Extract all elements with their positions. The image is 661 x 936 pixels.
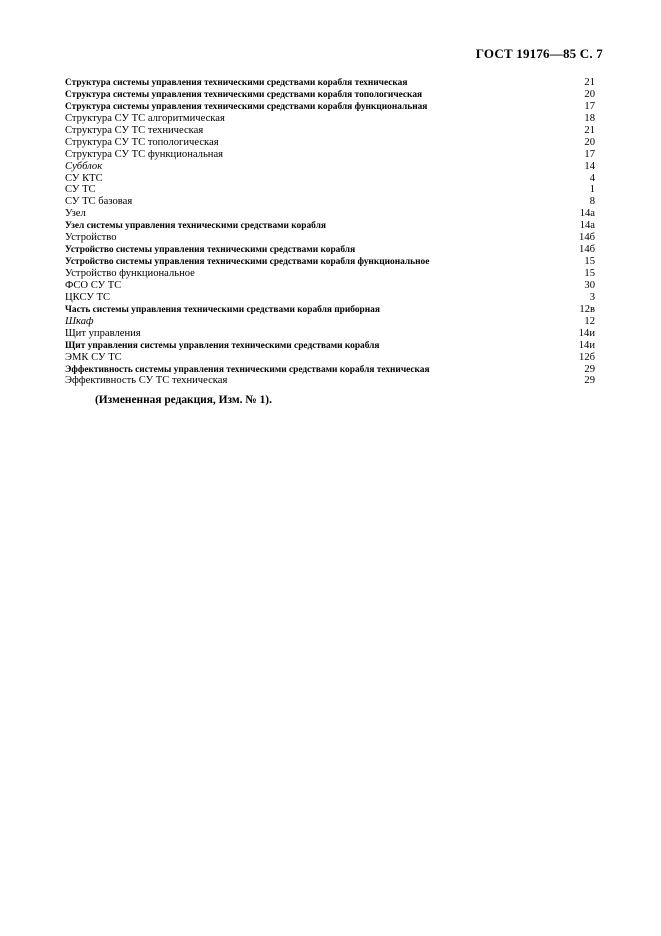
index-page-number: 21 <box>584 124 595 136</box>
index-entry <box>65 292 595 304</box>
index-entry <box>65 184 595 196</box>
index-entry <box>65 89 595 101</box>
index-entry <box>65 161 595 173</box>
index-term: Эффективность СУ ТС техническая <box>65 375 228 387</box>
index-entry <box>65 340 595 352</box>
index-page-number: 12 <box>584 315 595 327</box>
index-page-number: 8 <box>589 196 595 208</box>
index-entry <box>65 328 595 340</box>
index-page-number: 21 <box>584 77 595 88</box>
index-term: СУ ТС базовая <box>65 196 133 208</box>
index-page-number: 17 <box>584 100 595 112</box>
index-page-number: 1 <box>589 184 595 196</box>
index-entry <box>65 125 595 137</box>
index-entry <box>65 280 595 292</box>
index-term: Эффективность системы управления техническими средствами корабля техническая <box>65 364 430 375</box>
index-page-number: 14а <box>579 220 595 232</box>
index-entry <box>65 232 595 244</box>
index-term: ЭМК СУ ТС <box>65 351 122 363</box>
index-page-number: 15 <box>584 256 595 268</box>
index-entry <box>65 137 595 149</box>
index-page-number: 18 <box>584 112 595 124</box>
index-entry <box>65 375 595 387</box>
index-page-number: 3 <box>589 291 595 303</box>
index-term: Щит управления <box>65 327 141 339</box>
amendment-note: (Измененная редакция, Изм. № 1). <box>95 394 272 406</box>
index-page-number: 14а <box>579 208 595 220</box>
index-term: Устройство системы управления техническими средствами корабля <box>65 245 356 256</box>
index-page-number: 4 <box>589 172 595 184</box>
index-term: СУ КТС <box>65 172 103 184</box>
index-entry <box>65 256 595 268</box>
index-entry <box>65 316 595 328</box>
index-entry <box>65 196 595 208</box>
index-term: Субблок <box>65 160 103 172</box>
index-page-number: 15 <box>584 268 595 279</box>
index-page-number: 20 <box>584 88 595 100</box>
index-term: Структура СУ ТС алгоритмическая <box>65 112 225 124</box>
index-page-number: 12б <box>579 351 595 363</box>
index-term: ФСО СУ ТС <box>65 279 122 291</box>
term-index <box>65 77 595 387</box>
index-term: Устройство <box>65 232 117 244</box>
page-header: ГОСТ 19176—85 С. 7 <box>475 46 603 61</box>
index-entry <box>65 220 595 232</box>
index-entry <box>65 113 595 125</box>
index-page-number: 17 <box>584 148 595 160</box>
index-entry <box>65 304 595 316</box>
index-page-number: 20 <box>584 136 595 148</box>
index-term: Структура СУ ТС функциональная <box>65 148 224 160</box>
index-term: Устройство системы управления техническими средствами корабля функциональное <box>65 257 430 268</box>
index-page-number: 30 <box>584 279 595 291</box>
index-page-number: 14и <box>578 339 595 351</box>
index-page-number: 14 <box>584 160 595 172</box>
index-term: Структура СУ ТС техническая <box>65 124 204 136</box>
index-term: Щит управления системы управления техническими средствами корабля <box>65 340 380 351</box>
index-term: Часть системы управления техническими средствами корабля приборная <box>65 304 380 315</box>
index-page-number: 12в <box>579 303 595 315</box>
index-term: Структура СУ ТС топологическая <box>65 136 219 148</box>
index-entry <box>65 208 595 220</box>
index-term: Структура системы управления техническими средствами корабля топологическая <box>65 89 423 100</box>
index-term: Шкаф <box>65 315 94 327</box>
index-term: Устройство функциональное <box>65 268 195 279</box>
index-entry <box>65 173 595 185</box>
index-page-number: 29 <box>584 375 595 387</box>
index-entry <box>65 268 595 280</box>
index-entry <box>65 352 595 364</box>
index-term: Узел <box>65 208 86 220</box>
index-term: Узел системы управления техническими средствами корабля <box>65 221 326 232</box>
index-entry <box>65 364 595 376</box>
index-page-number: 14и <box>578 327 595 339</box>
index-term: СУ ТС <box>65 184 96 196</box>
index-page-number: 29 <box>584 363 595 375</box>
index-entry <box>65 77 595 89</box>
index-entry <box>65 244 595 256</box>
index-entry <box>65 101 595 113</box>
index-term: ЦКСУ ТС <box>65 291 111 303</box>
index-term: Структура системы управления техническими средствами корабля техническая <box>65 78 408 88</box>
index-page-number: 14б <box>579 244 595 256</box>
index-term: Структура системы управления техническими средствами корабля функциональная <box>65 101 428 112</box>
index-page-number: 14б <box>579 232 595 244</box>
index-entry <box>65 149 595 161</box>
